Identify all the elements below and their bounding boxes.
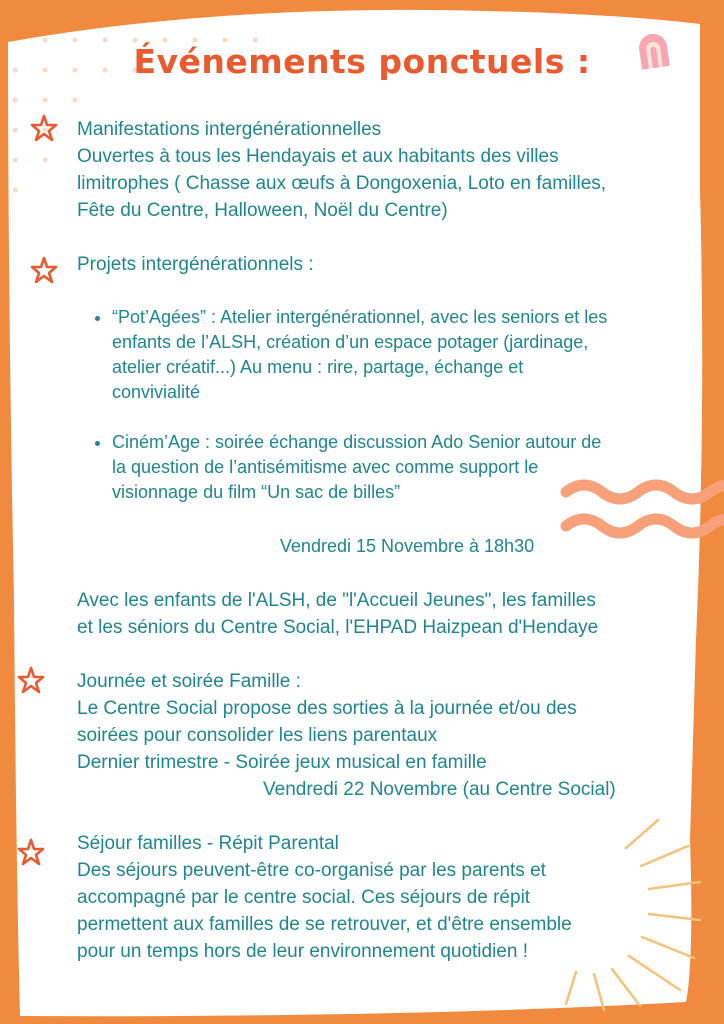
star-icon [17,838,45,866]
text-line: pour un temps hors de leur environnement quotidien ! [77,941,528,962]
event-date: Vendredi 15 Novembre à 18h30 [279,536,535,556]
star-icon [30,256,58,284]
text-line: Dernier trimestre - Soirée jeux musical en famille [77,752,487,773]
text-line: Le Centre Social propose des sorties à la journée et/ou des [77,698,577,719]
text-line: limitrophes ( Chasse aux œufs à Dongoxenia, Loto en familles, [77,173,607,194]
section-intergenerational-projects [77,251,697,641]
list-item: • “Pot’Agées” : Atelier intergénérationnel, avec les seniors et les enfants de l’ALSH, création d’un espace potager (jardinage, atelier créatif...) Au menu : rire, partage, échange et convivialité [112,305,697,405]
text-line: permettent aux familles de se retrouver, et d'être ensemble [77,914,572,935]
text-line: et les séniors du Centre Social, l'EHPAD Haizpean d'Hendaye [77,617,599,638]
text-line: accompagné par le centre social. Ces séjours de répit [77,887,531,908]
text-line: Fête du Centre, Halloween, Noël du Centre) [77,200,448,221]
text-line: soirées pour consolider les liens parentaux [77,725,438,746]
list-item: • Ciném’Age : soirée échange discussion Ado Senior autour de la question de l’antisémitisme avec comme support le visionnage du film “Un sac de billes” [112,430,697,505]
page-title: Événements ponctuels : [133,42,591,81]
section-heading: Manifestations intergénérationnelles [77,119,382,140]
project-list [77,305,697,505]
section-heading: Séjour familles - Répit Parental [77,833,339,854]
section-heading: Journée et soirée Famille : [77,671,301,692]
text-line: Ouvertes à tous les Hendayais et aux habitants des villes [77,146,559,167]
star-icon [30,114,58,142]
main-content [77,116,697,965]
star-icon [17,666,45,694]
section-family-stay [77,830,697,965]
text-line: Avec les enfants de l'ALSH, de "l'Accueil Jeunes", les familles [77,590,596,611]
section-heading: Projets intergénérationnels : [77,254,314,275]
section-family-day [77,668,697,803]
text-line: Des séjours peuvent-être co-organisé par les parents et [77,860,546,881]
section-intergenerational-events [77,116,697,224]
event-date: Vendredi 22 Novembre (au Centre Social) [263,779,616,800]
